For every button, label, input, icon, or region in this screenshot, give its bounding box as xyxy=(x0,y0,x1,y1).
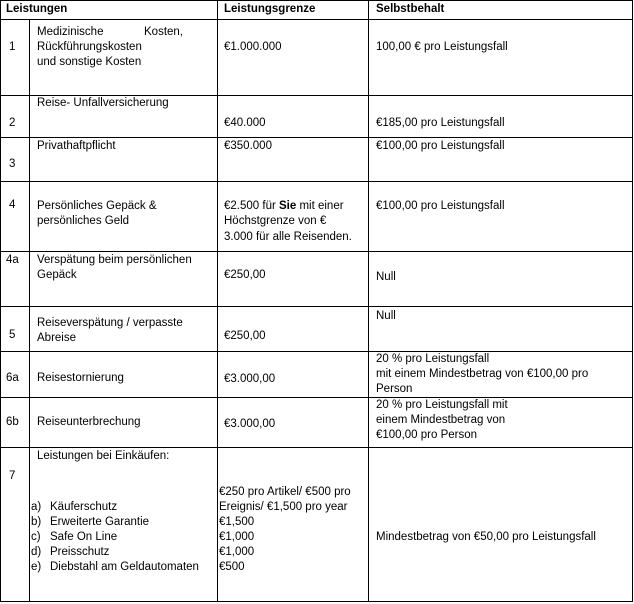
row-limit: €350.000 xyxy=(224,140,272,152)
row-limit: Höchstgrenze von € xyxy=(224,215,327,227)
row-description: Rückführungskosten xyxy=(37,41,142,53)
row-description: Reiseverspätung / verpasste xyxy=(37,317,183,329)
row-description: Gepäck xyxy=(37,269,77,281)
row-divider xyxy=(0,181,633,182)
row-divider xyxy=(0,351,633,352)
list-item: Erweiterte Garantie xyxy=(50,516,150,528)
row-description xyxy=(37,25,183,41)
row-number: 4 xyxy=(9,199,16,211)
row-limit: €1.000.000 xyxy=(224,41,282,53)
list-item-letter: b) xyxy=(31,516,42,528)
row-deductible: mit einem Mindestbetrag von €100,00 pro xyxy=(376,368,589,380)
limit-text: €2.500 für xyxy=(224,200,279,212)
row-limit: Ereignis/ €1,500 pro year xyxy=(219,501,348,513)
row-deductible: 20 % pro Leistungsfall mit xyxy=(376,399,508,411)
table-divider-selbstbehalt xyxy=(368,0,369,602)
row-limit: €1,000 xyxy=(219,546,255,558)
table-border-bottom xyxy=(0,601,633,602)
row-divider xyxy=(0,251,633,252)
limit-text: mit einer xyxy=(296,200,344,212)
row-deductible: Person xyxy=(376,383,413,395)
header-selbstbehalt: Selbstbehalt xyxy=(376,3,445,15)
row-limit: €250 pro Artikel/ €500 pro xyxy=(219,486,351,498)
row-deductible: 100,00 € pro Leistungsfall xyxy=(376,41,508,53)
row-limit: 3.000 für alle Reisenden. xyxy=(224,231,352,243)
header-leistungsgrenze: Leistungsgrenze xyxy=(224,3,316,15)
row-number: 6b xyxy=(6,416,19,428)
desc-word: Medizinische xyxy=(37,26,104,38)
row-number: 6a xyxy=(6,372,19,384)
row-description: Reisestornierung xyxy=(37,372,124,384)
row-description: Reiseunterbrechung xyxy=(37,416,141,428)
row-description: Privathaftpflicht xyxy=(37,140,116,152)
row-deductible: €185,00 pro Leistungsfall xyxy=(376,117,505,129)
row-limit: €40.000 xyxy=(224,117,266,129)
list-item: Preisschutz xyxy=(50,546,110,558)
row-description: Persönliches Gepäck & xyxy=(37,200,157,212)
header-leistungen: Leistungen xyxy=(6,3,68,15)
row-description-title: Leistungen bei Einkäufen: xyxy=(37,450,170,462)
table-divider-grenze xyxy=(217,0,218,602)
row-description: persönliches Geld xyxy=(37,215,130,227)
list-item-letter: e) xyxy=(31,561,42,573)
row-limit: €500 xyxy=(219,561,245,573)
list-item: Safe On Line xyxy=(50,531,118,543)
row-description: Verspätung beim persönlichen xyxy=(37,254,192,266)
table-border-right xyxy=(632,0,633,602)
row-limit: €3.000,00 xyxy=(224,373,276,385)
row-limit: €1,000 xyxy=(219,531,255,543)
row-number: 7 xyxy=(9,470,16,482)
row-deductible: €100,00 pro Leistungsfall xyxy=(376,140,505,152)
row-divider xyxy=(0,397,633,398)
list-item: Käuferschutz xyxy=(50,501,118,513)
row-description: Abreise xyxy=(37,332,76,344)
row-deductible: Null xyxy=(376,271,396,283)
row-limit: €3.000,00 xyxy=(224,418,276,430)
list-item-letter: c) xyxy=(31,531,41,543)
desc-word: Kosten, xyxy=(144,26,183,38)
limit-text-bold: Sie xyxy=(278,200,297,212)
row-deductible: 20 % pro Leistungsfall xyxy=(376,353,490,365)
list-item-letter: d) xyxy=(31,546,42,558)
row-divider xyxy=(0,447,633,448)
row-limit xyxy=(224,199,344,215)
row-number: 1 xyxy=(9,41,16,53)
row-deductible: Mindestbetrag von €50,00 pro Leistungsfall xyxy=(376,531,596,543)
row-description: und sonstige Kosten xyxy=(37,56,142,68)
list-item: Diebstahl am Geldautomaten xyxy=(50,561,199,573)
table-border-top xyxy=(0,0,633,1)
row-number: 2 xyxy=(9,117,16,129)
row-divider xyxy=(0,306,633,307)
list-item-letter: a) xyxy=(31,501,42,513)
row-number: 5 xyxy=(9,329,16,341)
row-deductible: einem Mindestbetrag von xyxy=(376,414,506,426)
row-deductible: Null xyxy=(376,310,396,322)
row-limit: €250,00 xyxy=(224,269,266,281)
row-divider xyxy=(0,19,633,20)
row-number: 3 xyxy=(9,158,16,170)
row-limit: €1,500 xyxy=(219,516,255,528)
row-description: Reise- Unfallversicherung xyxy=(37,97,169,109)
row-number: 4a xyxy=(6,254,19,266)
row-deductible: €100,00 pro Leistungsfall xyxy=(376,200,505,212)
row-deductible: €100,00 pro Person xyxy=(376,429,478,441)
table-border-left xyxy=(0,0,1,602)
row-limit: €250,00 xyxy=(224,330,266,342)
row-divider xyxy=(0,137,633,138)
table-divider-num xyxy=(29,19,30,602)
